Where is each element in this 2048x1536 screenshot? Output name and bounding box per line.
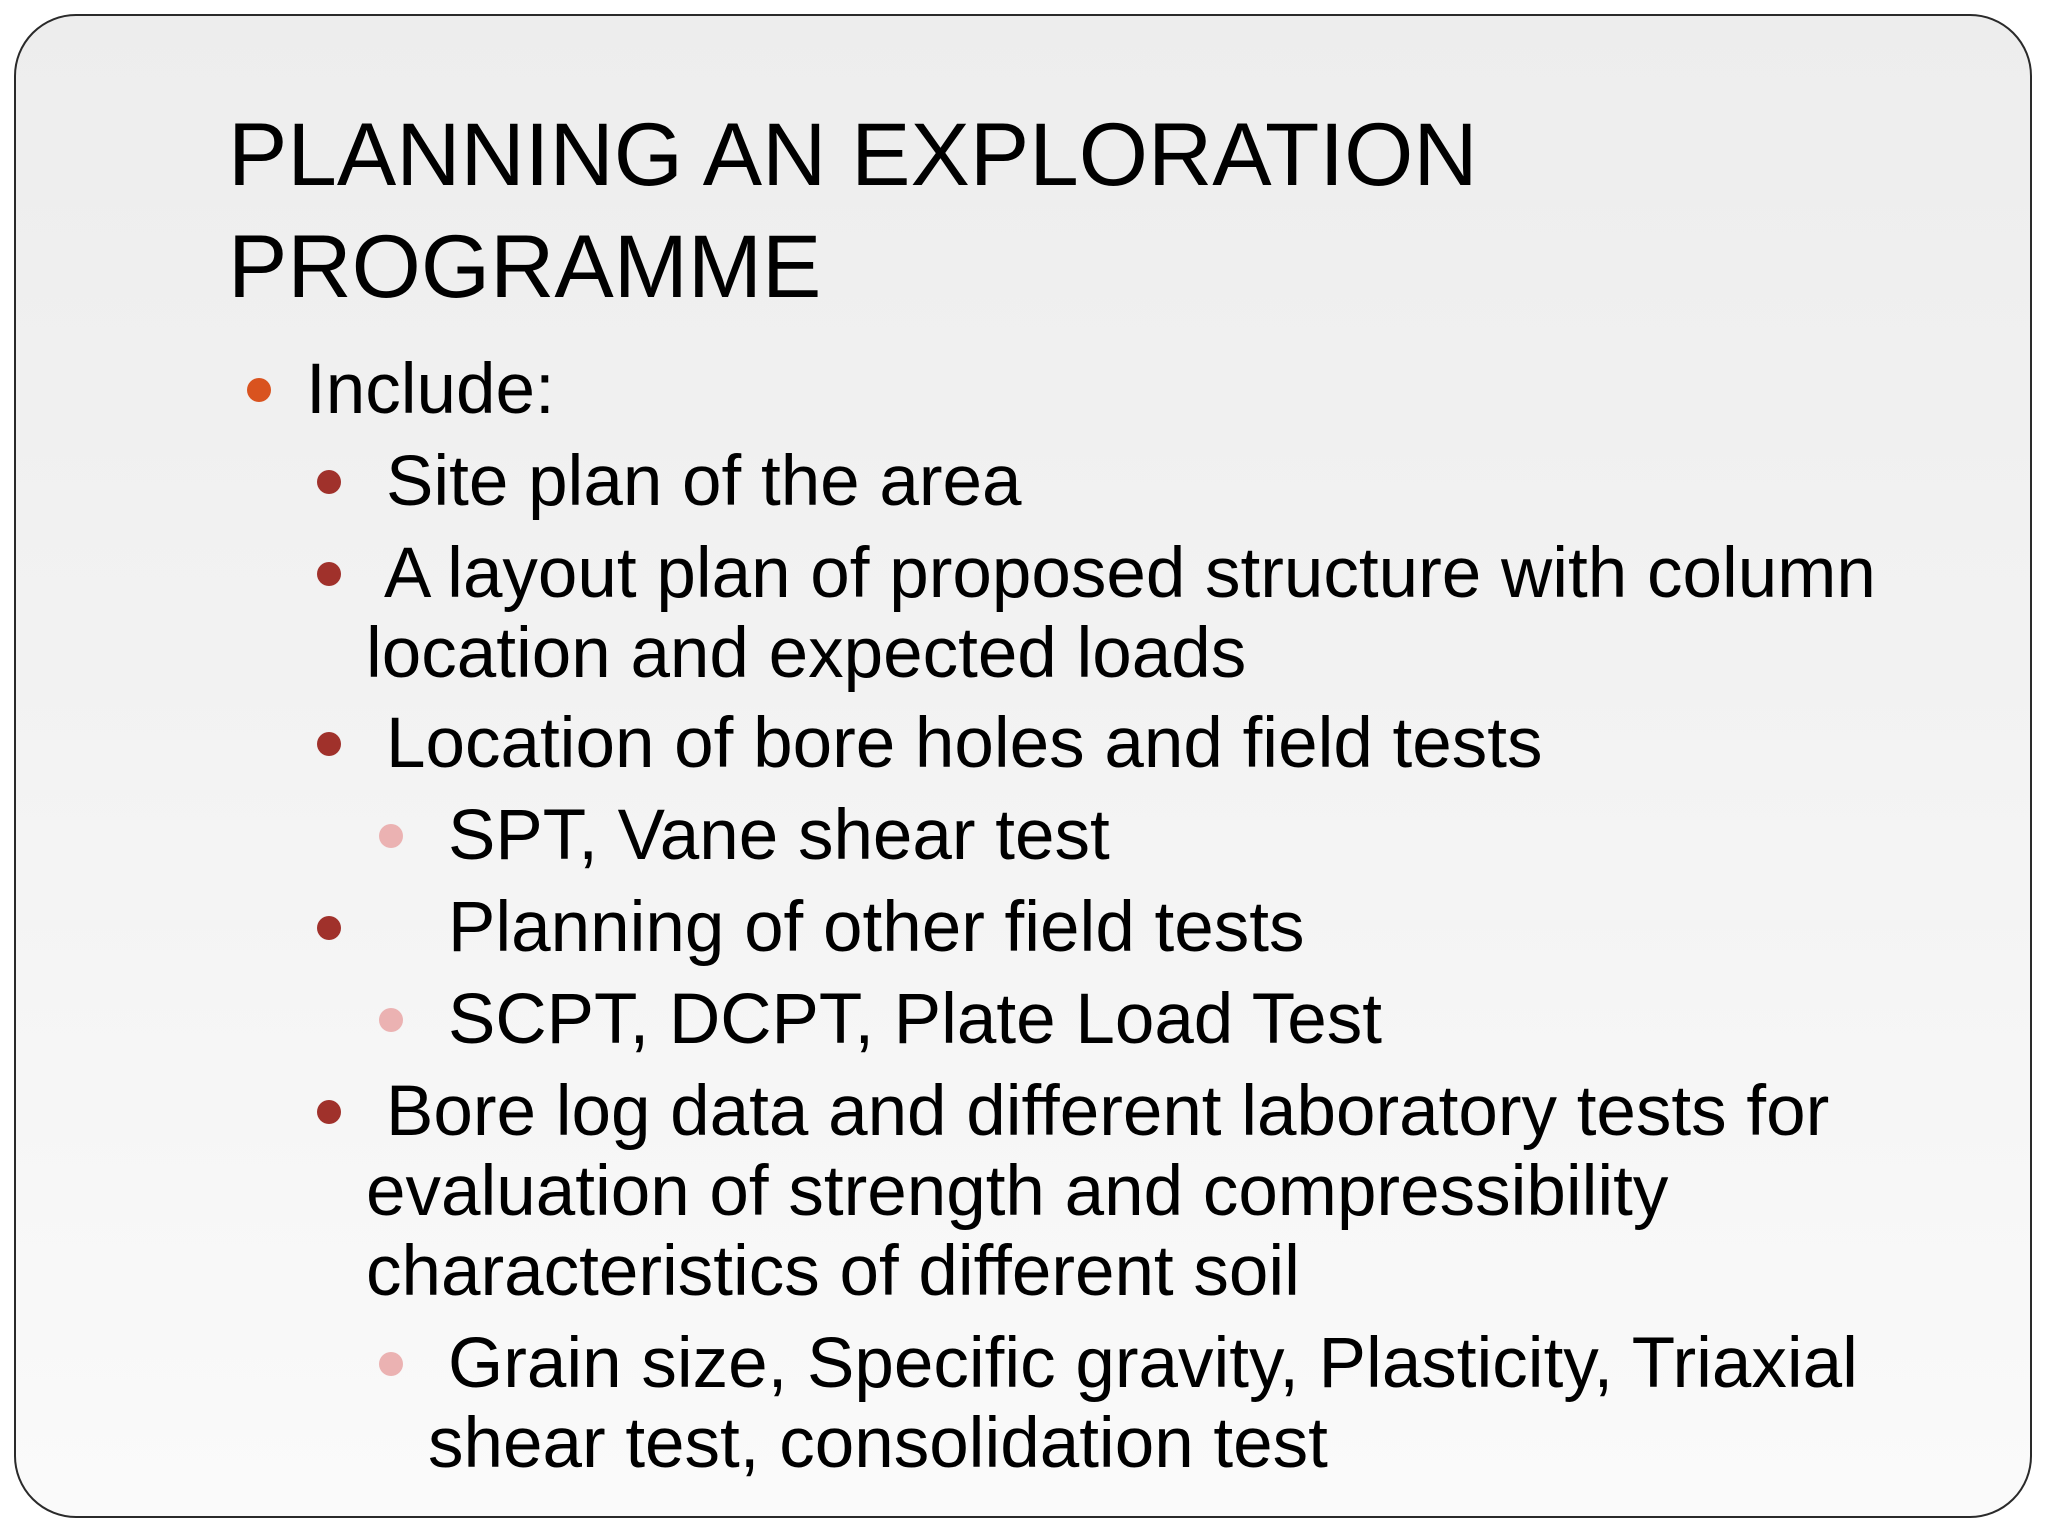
bullet-item bbox=[302, 888, 1942, 968]
bullet-dot-icon bbox=[247, 378, 271, 402]
bullet-text: Site plan of the area bbox=[386, 442, 1022, 521]
bullet-text: Bore log data and different laboratory tests for evaluation of strength and compressibility characteristics of different soil bbox=[366, 1072, 1830, 1311]
bullet-item bbox=[366, 980, 1946, 1060]
bullet-dot-icon bbox=[317, 732, 341, 756]
bullet-text: Location of bore holes and field tests bbox=[386, 704, 1543, 783]
bullet-text: SCPT, DCPT, Plate Load Test bbox=[448, 980, 1382, 1059]
slide bbox=[14, 14, 2032, 1518]
bullet-dot-icon bbox=[379, 1352, 403, 1376]
bullet-text: Planning of other field tests bbox=[448, 888, 1305, 967]
bullet-text: SPT, Vane shear test bbox=[448, 796, 1110, 875]
bullet-text: A layout plan of proposed structure with column location and expected loads bbox=[366, 534, 1876, 693]
bullet-dot-icon bbox=[317, 1100, 341, 1124]
bullet-dot-icon bbox=[317, 562, 341, 586]
bullet-item bbox=[302, 1072, 1962, 1312]
bullet-item bbox=[230, 350, 1930, 430]
bullet-dot-icon bbox=[379, 1008, 403, 1032]
bullet-item bbox=[366, 796, 1946, 876]
bullet-list bbox=[16, 16, 2030, 1516]
bullet-item bbox=[366, 1324, 1966, 1484]
bullet-item bbox=[302, 704, 1942, 784]
bullet-dot-icon bbox=[317, 470, 341, 494]
bullet-item bbox=[302, 534, 1982, 694]
bullet-dot-icon bbox=[317, 916, 341, 940]
bullet-dot-icon bbox=[379, 824, 403, 848]
slide-title: PLANNING AN EXPLORATION PROGRAMME bbox=[228, 104, 1478, 316]
bullet-item bbox=[302, 442, 1942, 522]
bullet-text: Include: bbox=[306, 350, 555, 429]
bullet-text: Grain size, Specific gravity, Plasticity, Triaxial shear test, consolidation test bbox=[428, 1324, 1858, 1483]
